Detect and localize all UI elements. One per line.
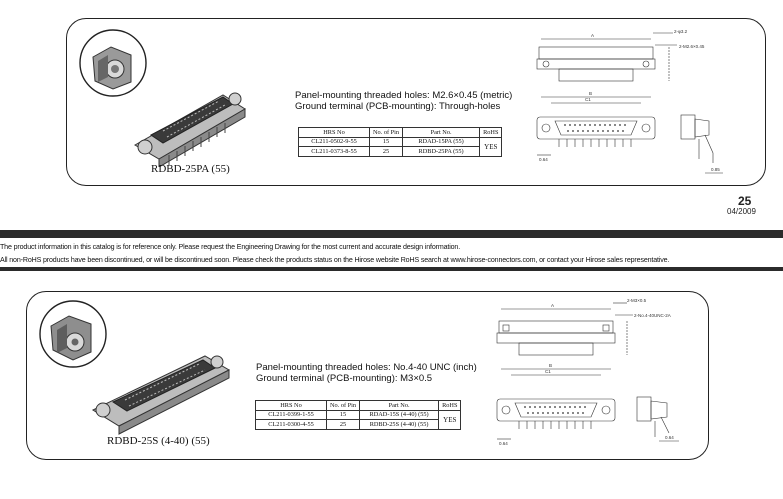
pins-cell: 25: [327, 420, 360, 430]
spec-line-threaded-holes: Panel-mounting threaded holes: M2.6×0.45 (metric): [295, 90, 513, 101]
notice-reference-only: The product information in this catalog is for reference only. Please request the Engineering Drawing for the most current and accurate design information.: [0, 243, 461, 251]
part-no-cell: RDBD-25S (4-40) (55): [360, 420, 439, 430]
col-header-pins: No. of Pin: [370, 128, 403, 138]
dim-label-b: B: [549, 363, 553, 368]
spec-text-2: [256, 362, 477, 384]
dim-label-side: 0.64: [665, 435, 674, 440]
part-no-cell: RDAD-15PA (55): [403, 137, 480, 147]
dim-label-c1: C1: [585, 97, 591, 102]
product-panel-1: [66, 18, 766, 186]
spec-text-1: [295, 90, 512, 112]
pins-cell: 15: [327, 410, 360, 420]
spec-line-threaded-holes: Panel-mounting threaded holes: No.4-40 UNC (inch): [256, 362, 477, 373]
col-header-part-no: Part No.: [360, 401, 439, 411]
dim-label-thread: 2-M3×0.5: [627, 298, 647, 303]
col-header-rohs: RoHS: [439, 401, 461, 411]
connector-photo-1: [73, 27, 263, 167]
part-no-cell: RDBD-25PA (55): [403, 147, 480, 157]
table-row: [256, 420, 461, 430]
dimension-drawing-1: [529, 23, 763, 183]
part-no-cell: RDAD-15S (4-40) (55): [360, 410, 439, 420]
dim-label-thread: 2-M2.6×0.45: [679, 44, 705, 49]
notice-rohs-discontinued: All non-RoHS products have been discontinued, or will be discontinued soon. Please check the products status on the Hirose website RoHS search at www.hirose-connectors.com, or contact your Hirose sales representative.: [0, 256, 670, 264]
table-row: [256, 410, 461, 420]
rohs-cell: YES: [439, 410, 461, 429]
spec-line-ground-terminal: Ground terminal (PCB-mounting): Through-holes: [295, 101, 501, 112]
col-header-rohs: RoHS: [480, 128, 502, 138]
col-header-hrs-no: HRS No: [299, 128, 370, 138]
pins-cell: 25: [370, 147, 403, 157]
pins-cell: 15: [370, 137, 403, 147]
hrs-no-cell: CL211-0399-1-55: [256, 410, 327, 420]
dim-label-b: B: [589, 91, 593, 96]
dim-label-c1: C1: [545, 369, 551, 374]
parts-table-2: [255, 400, 461, 430]
table-row: [299, 147, 502, 157]
dim-label-pitch: 0.64: [539, 157, 548, 162]
page-number: 25: [738, 194, 752, 208]
dim-label-a: A: [551, 303, 555, 308]
page-date: 04/2009: [727, 207, 756, 216]
product-panel-2: [26, 291, 709, 460]
table-row: [299, 137, 502, 147]
dim-label-unc: 2-No.4-40UNC-2A: [634, 313, 671, 318]
connector-photo-2: [33, 298, 233, 438]
dimension-drawing-2: [489, 295, 707, 457]
col-header-part-no: Part No.: [403, 128, 480, 138]
col-header-pins: No. of Pin: [327, 401, 360, 411]
hrs-no-cell: CL211-0502-9-55: [299, 137, 370, 147]
dim-label-hole: 2-φ3.2: [674, 29, 688, 34]
parts-table-1: [298, 127, 502, 157]
dim-label-pitch: 0.64: [499, 441, 508, 446]
dim-label-a: A: [591, 33, 595, 38]
hrs-no-cell: CL211-0300-4-55: [256, 420, 327, 430]
dim-label-side: 0.85: [711, 167, 720, 172]
model-caption-2: RDBD-25S (4-40) (55): [107, 435, 210, 447]
divider-bar-top: [0, 230, 783, 238]
model-caption-1: RDBD-25PA (55): [151, 163, 230, 175]
spec-line-ground-terminal: Ground terminal (PCB-mounting): M3×0.5: [256, 373, 433, 384]
rohs-cell: YES: [480, 137, 502, 156]
col-header-hrs-no: HRS No: [256, 401, 327, 411]
hrs-no-cell: CL211-0373-8-55: [299, 147, 370, 157]
divider-bar-bottom: [0, 267, 783, 271]
